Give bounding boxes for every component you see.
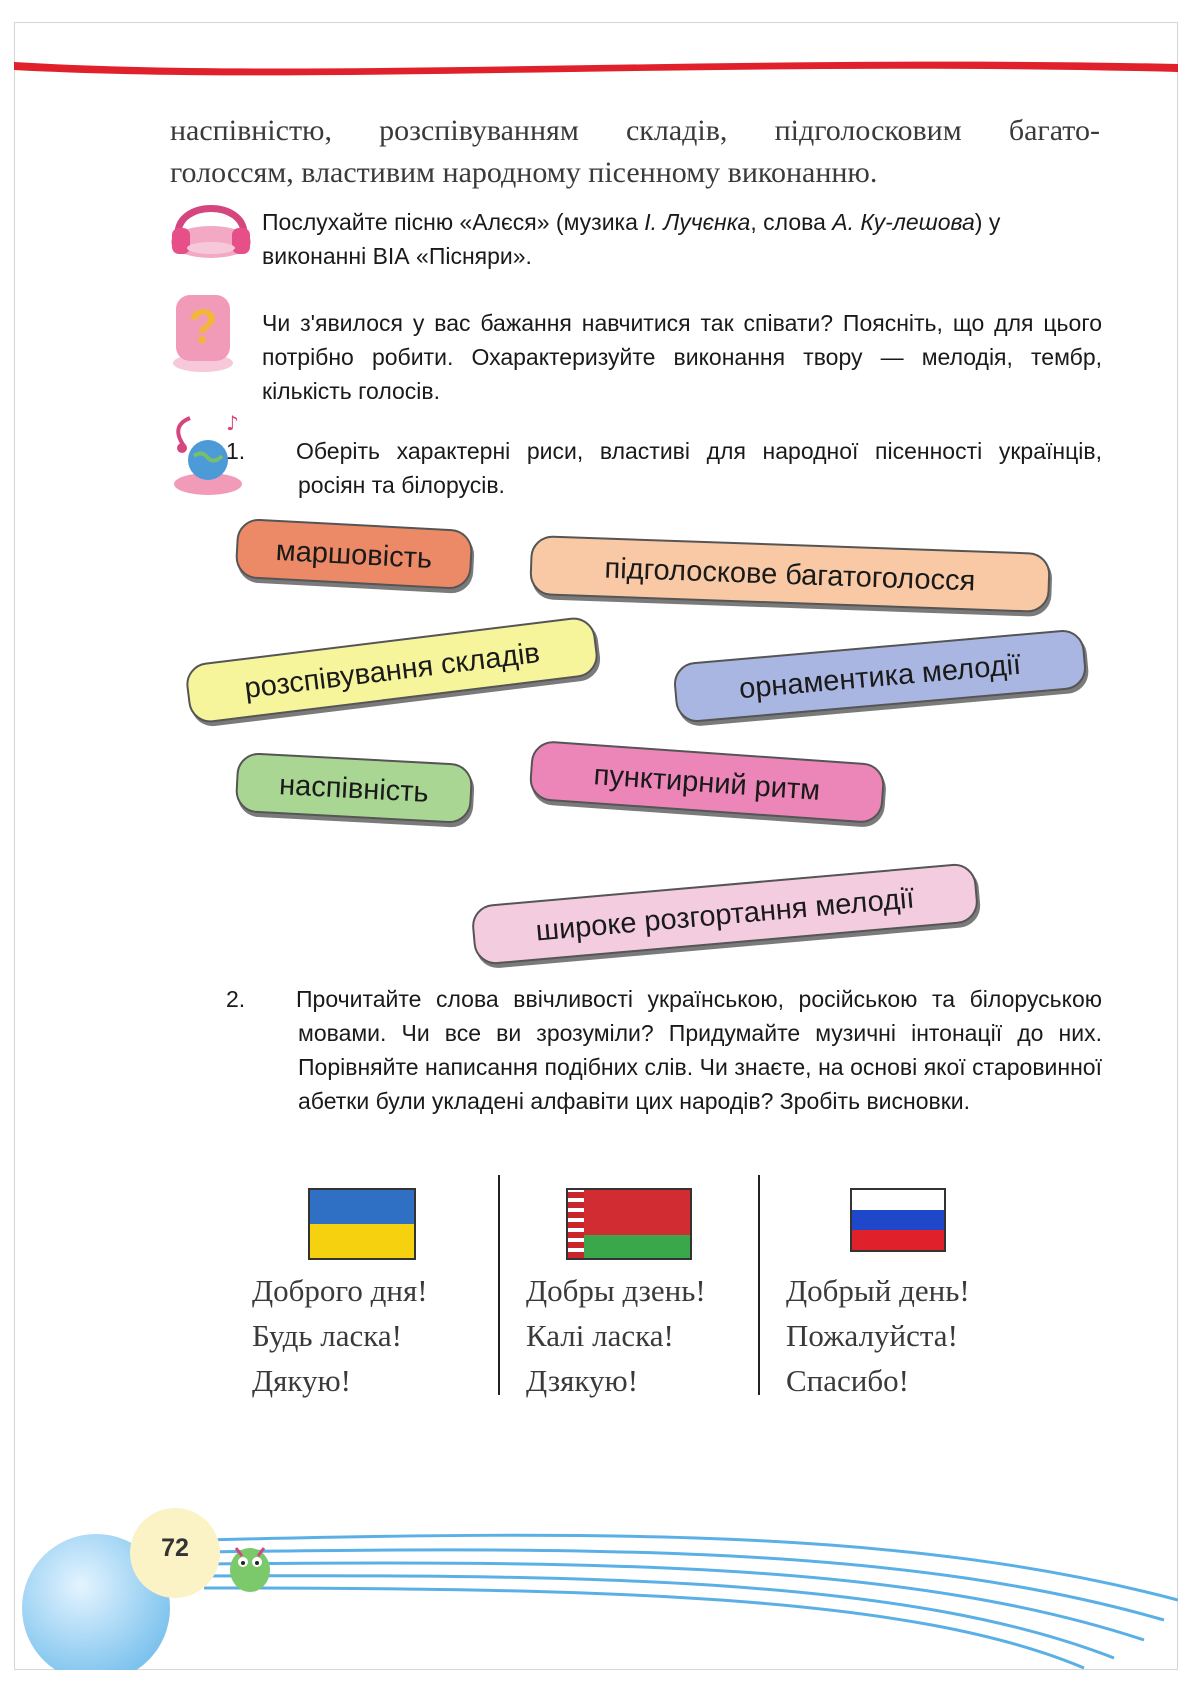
task-2	[226, 982, 1102, 1118]
question-paragraph	[262, 306, 1102, 408]
intro-paragraph	[170, 110, 1100, 194]
task-2-number: 2.	[226, 986, 246, 1012]
listen-text-pre: Послухайте пісню «Алєся» (музика	[262, 209, 645, 235]
column-divider-1	[498, 1175, 500, 1395]
tag-dotted-rhythm[interactable]: пунктирний ритм	[528, 740, 885, 825]
top-red-wave	[14, 50, 1178, 90]
greeting-hello-by: Добры дзень!	[526, 1273, 706, 1308]
tag-marching[interactable]: маршовість	[235, 518, 474, 590]
greeting-please-ru: Пожалуйста!	[786, 1318, 958, 1353]
svg-text:?: ?	[188, 301, 218, 354]
question-text: Чи з'явилося у вас бажання навчитися так співати? Поясніть, що для цього потрібно робити. Охарактеризуйте виконання твору — мелодія, тембр, кількість голосів.	[262, 310, 1102, 404]
greetings-belarusian	[526, 1268, 706, 1403]
tag-melody-ornamentation[interactable]: орнаментика мелодії	[672, 628, 1088, 724]
flag-russia	[850, 1188, 946, 1252]
column-divider-2	[758, 1175, 760, 1395]
intro-line-1: наспівністю, розспівуванням складів, підголосковим багато-	[170, 114, 1100, 147]
task-1-number: 1.	[226, 438, 246, 464]
task-1-text: Оберіть характерні риси, властиві для народної пісенності українців, росіян та білорусів.	[296, 438, 1102, 498]
question-mark-icon	[168, 285, 238, 375]
task-2-text: Прочитайте слова ввічливості українською, російською та білоруською мовами. Чи все ви зрозуміли? Придумайте музичні інтонації до них. Порівняйте написання подібних слів. Чи знаєте, на основі якої старовинної абетки були укладені алфавіти цих народів? Зробіть висновки.	[296, 986, 1102, 1114]
greeting-hello-ru: Добрый день!	[786, 1273, 970, 1308]
listen-text-mid: , слова	[750, 209, 833, 235]
headphones-icon	[168, 192, 254, 262]
listen-instruction	[262, 205, 1102, 273]
greeting-thanks-ru: Спасибо!	[786, 1363, 909, 1398]
greeting-please-ua: Будь ласка!	[252, 1318, 402, 1353]
greetings-ukrainian	[252, 1268, 428, 1403]
intro-line-2: голоссям, властивим народному пісенному виконанню.	[170, 156, 878, 189]
tag-subvoice-polyphony[interactable]: підголоскове багатоголосся	[529, 535, 1051, 613]
greeting-thanks-by: Дзякую!	[526, 1363, 639, 1398]
greeting-please-by: Калі ласка!	[526, 1318, 674, 1353]
greetings-russian	[786, 1268, 970, 1403]
task-1	[226, 434, 1102, 502]
greeting-thanks-ua: Дякую!	[252, 1363, 352, 1398]
listen-text-post: ) у виконанні ВІА «Пісняри».	[262, 209, 1001, 269]
tag-broad-melody-development[interactable]: широке розгортання мелодії	[470, 862, 979, 966]
greeting-hello-ua: Доброго дня!	[252, 1273, 428, 1308]
flag-ukraine	[308, 1188, 416, 1260]
flag-belarus	[566, 1188, 692, 1260]
tag-melodiousness[interactable]: наспівність	[235, 752, 474, 824]
composer-name: І. Лучєнка	[644, 209, 751, 235]
svg-text:♪: ♪	[226, 412, 239, 435]
lyricist-name: А. Ку-лешова	[832, 209, 975, 235]
tag-syllable-chanting[interactable]: розспівування складів	[184, 615, 600, 725]
page-number: 72	[130, 1508, 220, 1598]
